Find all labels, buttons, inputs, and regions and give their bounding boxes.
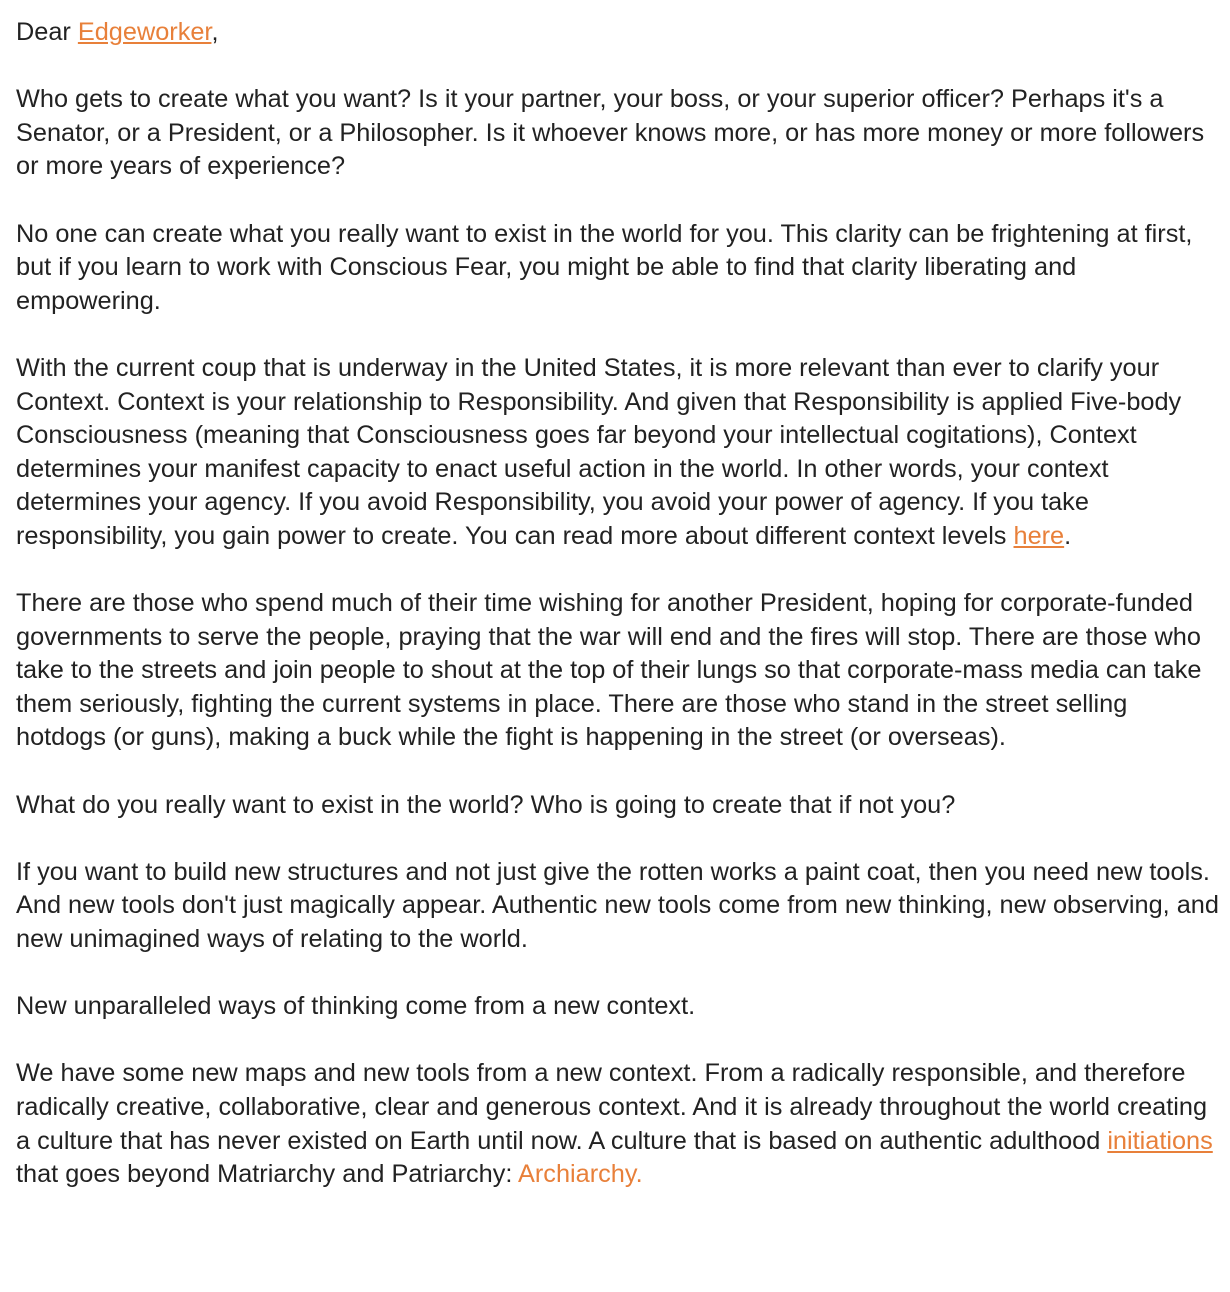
paragraph-new-tools: If you want to build new structures and not just give the rotten works a paint coat, then you need new tools. And new tools don't just magically appear. Authentic new tools come from new thinking, new observing, and new unimagined ways of relating to the world. — [16, 857, 1219, 954]
greeting — [16, 16, 1220, 50]
recipient-name-link[interactable]: Edgeworker — [77, 18, 212, 46]
paragraph-new-context: New unparalleled ways of thinking come from a new context. — [16, 992, 696, 1021]
paragraph-context — [16, 352, 1220, 554]
paragraph-those-who: There are those who spend much of their time wishing for another President, hoping for corporate-funded governments to serve the people, praying that the war will end and the fires will stop. There are those who take to the streets and join people to shout at the top of their lungs so that corporate-mass media can take them seriously, fighting the current systems in place. There are those who stand in the street selling hotdogs (or guns), making a buck while the fight is happening in the street (or overseas). — [16, 589, 1202, 752]
paragraph-who-creates: Who gets to create what you want? Is it your partner, your boss, or your superior officer? Perhaps it's a Senator, or a President, or a Philosopher. Is it whoever knows more, or has more money or more followers or more years of experience? — [16, 85, 1205, 181]
initiations-link[interactable]: initiations — [1107, 1126, 1213, 1155]
greeting-suffix: , — [211, 18, 219, 46]
archiarchy-link[interactable]: Archiarchy. — [518, 1160, 643, 1189]
paragraph-new-maps-text: We have some new maps and new tools from a new context. From a radically responsible, and therefore radically creative, collaborative, clear and generous context. And it is already throughout the world creating a culture that has never existed on Earth until now. A culture that is based on authentic adulthood — [16, 1059, 1208, 1155]
paragraph-question: What do you really want to exist in the world? Who is going to create that if not you? — [16, 790, 956, 819]
greeting-prefix: Dear — [16, 18, 78, 46]
paragraph-context-end: . — [1064, 521, 1072, 550]
paragraph-clarity: No one can create what you really want to exist in the world for you. This clarity can be frightening at first, but if you learn to work with Conscious Fear, you might be able to find that clarity liberating and empowering. — [16, 219, 1193, 315]
paragraph-new-maps-middle: that goes beyond Matriarchy and Patriarchy: — [16, 1160, 518, 1189]
paragraph-context-text: With the current coup that is underway in the United States, it is more relevant than ever to clarify your Context. Context is your relationship to Responsibility. And given that Responsibility is applied Five-body Consciousness (meaning that Consciousness goes far beyond your intellectual cogitations), Context determines your manifest capacity to enact useful action in the world. In other words, your context determines your agency. If you avoid Responsibility, you avoid your power of agency. If you take responsibility, you gain power to create. You can read more about different context levels — [16, 353, 1182, 550]
paragraph-new-maps — [16, 1057, 1220, 1191]
context-levels-link[interactable]: here — [1013, 521, 1065, 550]
